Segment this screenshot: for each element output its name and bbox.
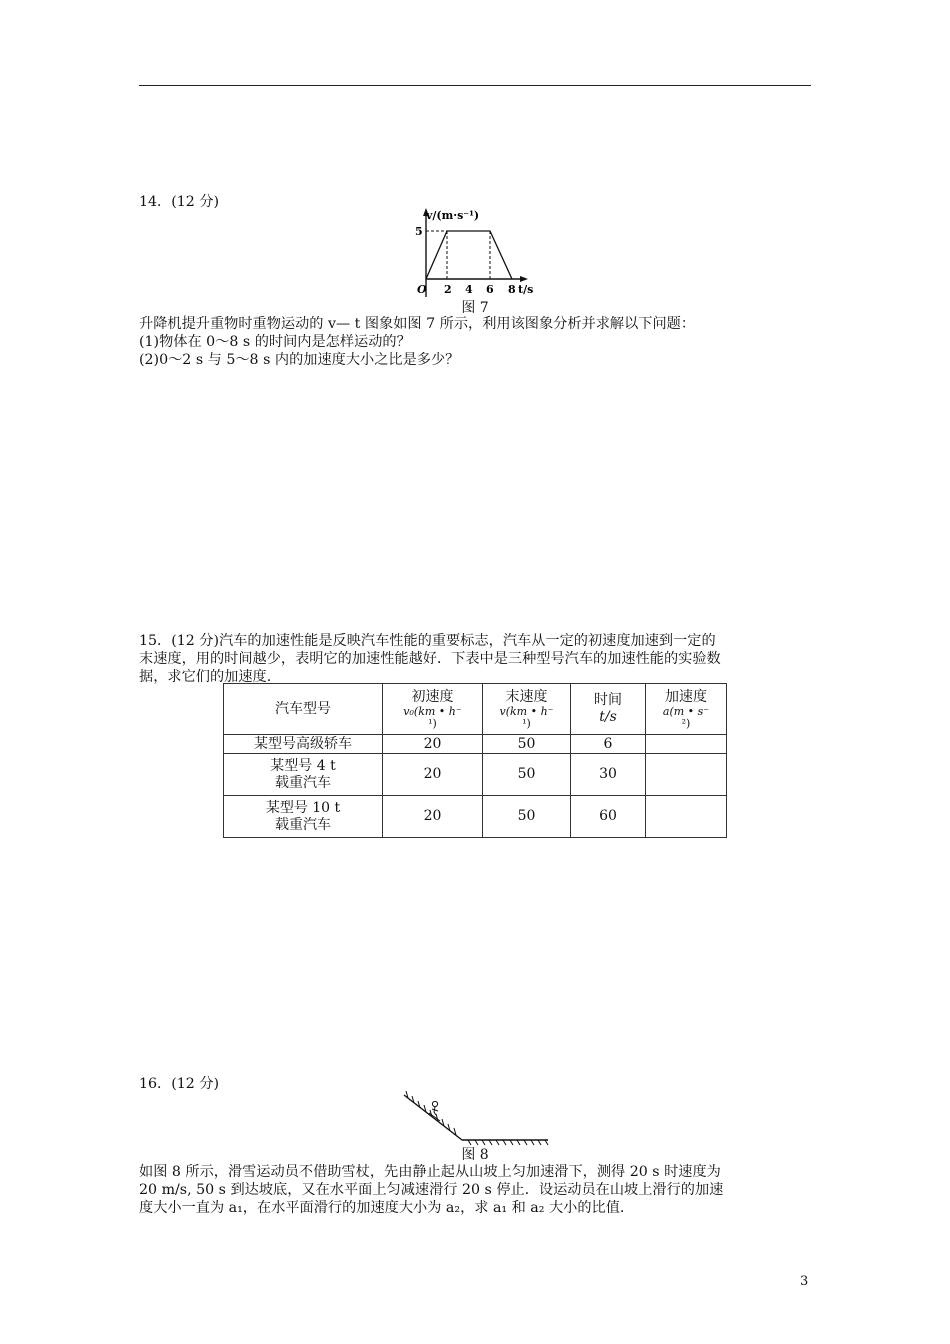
row2-v: 50 [483,754,571,796]
row3-a [646,796,727,838]
row2-a [646,754,727,796]
row3-model: 某型号 10 t 载重汽车 [224,796,383,838]
row2-t: 30 [571,754,646,796]
q15-line3: 据，求它们的加速度. [139,669,272,685]
vt-curve [426,231,512,279]
ski-slope-figure [398,1087,553,1147]
fig8-caption: 图 8 [461,1147,489,1163]
x-tick-2: 2 [444,283,452,296]
q16-line2: 20 m/s, 50 s 到达坡底，又在水平面上匀减速滑行 20 s 停止．设运动员在山坡上滑行的加速 [139,1182,724,1198]
row3-v: 50 [483,796,571,838]
x-tick-4: 4 [465,283,473,296]
row3-v0: 20 [383,796,483,838]
header-model: 汽车型号 [224,684,383,735]
y-axis-label: v/(m·s⁻¹) [426,209,480,222]
acceleration-table [223,683,727,838]
row2-model: 某型号 4 t 载重汽车 [224,754,383,796]
row1-t: 6 [571,735,646,754]
header-t: 时间 t/s [571,684,646,735]
q14-sub1: (1)物体在 0～8 s 的时间内是怎样运动的？ [139,334,411,350]
row3-t: 60 [571,796,646,838]
page-number: 3 [800,1274,809,1289]
velocity-time-graph [405,205,540,305]
fig7-caption: 图 7 [461,300,489,316]
q15-line1: 15．(12 分)汽车的加速性能是反映汽车性能的重要标志，汽车从一定的初速度加速到一定的 [139,633,716,649]
row1-v0: 20 [383,735,483,754]
q15-line2: 末速度，用的时间越少，表明它的加速性能越好．下表中是三种型号汽车的加速性能的实验数 [139,651,721,667]
row1-model: 某型号高级轿车 [224,735,383,754]
header-rule [139,85,811,86]
header-v0: 初速度 v₀(km • h⁻ ¹) [383,684,483,735]
q14-header: 14．(12 分) [139,194,220,210]
header-a: 加速度 a(m • s⁻ ²) [646,684,727,735]
header-v: 末速度 v(km • h⁻ ¹) [483,684,571,735]
table-row [224,796,727,838]
origin-label: O [417,283,427,296]
table-header-row [224,684,727,735]
row2-v0: 20 [383,754,483,796]
q16-line1: 如图 8 所示，滑雪运动员不借助雪杖，先由静止起从山坡上匀加速滑下，测得 20 s 时速度为 [139,1164,721,1180]
table-row [224,754,727,796]
x-axis-arrow [520,276,528,282]
x-tick-6: 6 [486,283,494,296]
y-tick-5: 5 [415,225,423,238]
q16-header: 16．(12 分) [139,1076,220,1092]
x-tick-8: 8 [508,283,516,296]
slope-hatching [406,1091,456,1135]
q14-body: 升降机提升重物时重物运动的 v— t 图象如图 7 所示，利用该图象分析并求解以下问题： [139,316,696,332]
row1-a [646,735,727,754]
x-axis-label: t/s [518,283,534,296]
table-row [224,735,727,754]
q14-sub2: (2)0～2 s 与 5～8 s 内的加速度大小之比是多少？ [139,352,460,368]
row1-v: 50 [483,735,571,754]
q16-line3: 度大小一直为 a₁，在水平面滑行的加速度大小为 a₂，求 a₁ 和 a₂ 大小的比值. [139,1200,625,1216]
